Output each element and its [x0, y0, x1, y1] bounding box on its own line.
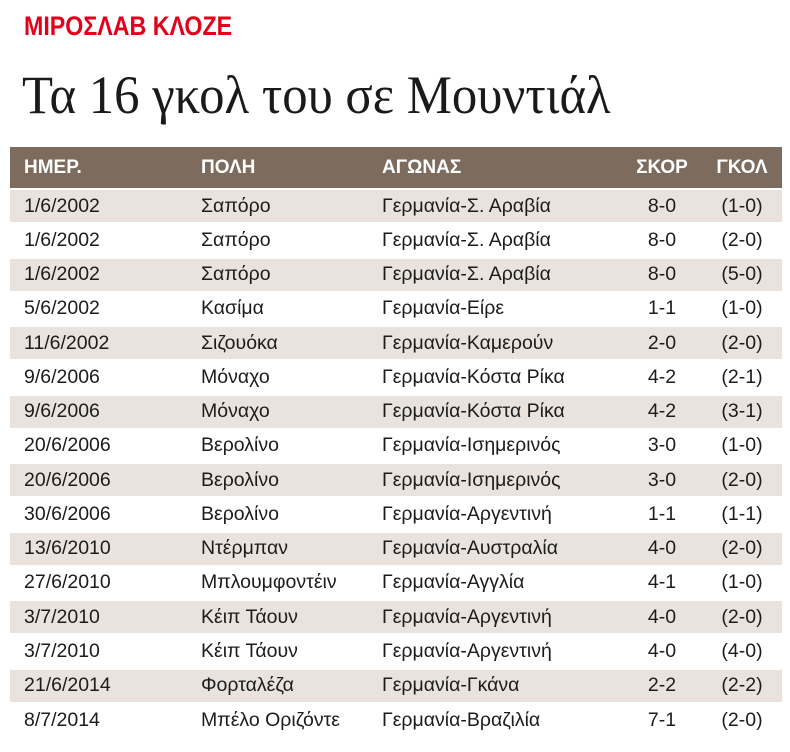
cell-date: 27/6/2010 [10, 566, 189, 600]
cell-goal: (4-0) [702, 634, 782, 668]
cell-city: Κασίμα [189, 292, 376, 326]
cell-goal: (1-0) [702, 429, 782, 463]
cell-score: 4-0 [622, 634, 702, 668]
cell-city: Μπλουμφοντέιν [189, 566, 376, 600]
cell-match: Γερμανία-Αυστραλία [376, 532, 622, 566]
cell-score: 8-0 [622, 189, 702, 223]
table-row [10, 395, 782, 429]
cell-score: 8-0 [622, 223, 702, 257]
table-row [10, 600, 782, 634]
cell-match: Γερμανία-Αργεντινή [376, 600, 622, 634]
cell-match: Γερμανία-Αργεντινή [376, 634, 622, 668]
cell-match: Γερμανία-Σ. Αραβία [376, 223, 622, 257]
cell-goal: (3-1) [702, 395, 782, 429]
cell-date: 11/6/2002 [10, 326, 189, 360]
table-row [10, 223, 782, 257]
cell-date: 9/6/2006 [10, 395, 189, 429]
cell-city: Βερολίνο [189, 429, 376, 463]
table-row [10, 497, 782, 531]
cell-goal: (2-0) [702, 223, 782, 257]
cell-date: 9/6/2006 [10, 360, 189, 394]
cell-match: Γερμανία-Ισημερινός [376, 463, 622, 497]
table-row [10, 566, 782, 600]
headline: Τα 16 γκολ του σε Μουντιάλ [22, 65, 611, 125]
cell-match: Γερμανία-Καμερούν [376, 326, 622, 360]
cell-date: 20/6/2006 [10, 429, 189, 463]
cell-goal: (5-0) [702, 258, 782, 292]
cell-match: Γερμανία-Κόστα Ρίκα [376, 360, 622, 394]
cell-city: Ντέρμπαν [189, 532, 376, 566]
cell-match: Γερμανία-Κόστα Ρίκα [376, 395, 622, 429]
cell-match: Γερμανία-Ισημερινός [376, 429, 622, 463]
table-row [10, 292, 782, 326]
cell-city: Κέιπ Τάουν [189, 634, 376, 668]
cell-match: Γερμανία-Είρε [376, 292, 622, 326]
cell-score: 2-2 [622, 669, 702, 703]
cell-city: Μπέλο Οριζόντε [189, 703, 376, 737]
cell-goal: (1-0) [702, 566, 782, 600]
cell-score: 3-0 [622, 463, 702, 497]
table-row [10, 463, 782, 497]
cell-goal: (2-0) [702, 326, 782, 360]
table-row [10, 189, 782, 223]
cell-score: 8-0 [622, 258, 702, 292]
cell-date: 30/6/2006 [10, 497, 189, 531]
cell-match: Γερμανία-Σ. Αραβία [376, 189, 622, 223]
cell-match: Γερμανία-Σ. Αραβία [376, 258, 622, 292]
cell-score: 2-0 [622, 326, 702, 360]
cell-city: Κέιπ Τάουν [189, 600, 376, 634]
cell-goal: (2-0) [702, 463, 782, 497]
kicker-title: ΜΙΡΟΣΛΑΒ ΚΛΟΖΕ [24, 11, 233, 41]
cell-date: 3/7/2010 [10, 600, 189, 634]
cell-date: 21/6/2014 [10, 669, 189, 703]
cell-match: Γερμανία-Βραζιλία [376, 703, 622, 737]
cell-match: Γερμανία-Γκάνα [376, 669, 622, 703]
cell-score: 7-1 [622, 703, 702, 737]
cell-goal: (1-0) [702, 292, 782, 326]
table-row [10, 669, 782, 703]
cell-score: 1-1 [622, 292, 702, 326]
cell-city: Μόναχο [189, 360, 376, 394]
cell-goal: (1-0) [702, 189, 782, 223]
cell-score: 4-1 [622, 566, 702, 600]
table-row [10, 703, 782, 737]
cell-goal: (2-1) [702, 360, 782, 394]
table-row [10, 360, 782, 394]
cell-score: 3-0 [622, 429, 702, 463]
cell-date: 5/6/2002 [10, 292, 189, 326]
cell-match: Γερμανία-Αγγλία [376, 566, 622, 600]
cell-goal: (2-0) [702, 703, 782, 737]
goals-table [10, 147, 782, 737]
table-row [10, 326, 782, 360]
cell-match: Γερμανία-Αργεντινή [376, 497, 622, 531]
cell-goal: (1-1) [702, 497, 782, 531]
cell-date: 20/6/2006 [10, 463, 189, 497]
cell-city: Σιζουόκα [189, 326, 376, 360]
column-header-date: ΗΜΕΡ. [24, 156, 82, 178]
table-row [10, 634, 782, 668]
cell-goal: (2-2) [702, 669, 782, 703]
header-row [10, 147, 782, 189]
column-header-score: ΣΚΟΡ [636, 156, 688, 178]
cell-date: 13/6/2010 [10, 532, 189, 566]
cell-date: 1/6/2002 [10, 189, 189, 223]
cell-date: 8/7/2014 [10, 703, 189, 737]
column-header-city: ΠΟΛΗ [201, 156, 256, 178]
column-header-goal: ΓΚΟΛ [716, 156, 768, 178]
cell-score: 4-0 [622, 600, 702, 634]
cell-goal: (2-0) [702, 532, 782, 566]
cell-city: Βερολίνο [189, 463, 376, 497]
cell-score: 4-2 [622, 360, 702, 394]
cell-city: Μόναχο [189, 395, 376, 429]
cell-city: Φορταλέζα [189, 669, 376, 703]
cell-city: Σαπόρο [189, 223, 376, 257]
table-body [10, 189, 782, 737]
cell-date: 1/6/2002 [10, 258, 189, 292]
cell-goal: (2-0) [702, 600, 782, 634]
cell-city: Σαπόρο [189, 258, 376, 292]
table-header [10, 147, 782, 189]
cell-score: 4-2 [622, 395, 702, 429]
cell-city: Βερολίνο [189, 497, 376, 531]
table-row [10, 532, 782, 566]
table-row [10, 429, 782, 463]
cell-score: 1-1 [622, 497, 702, 531]
cell-city: Σαπόρο [189, 189, 376, 223]
cell-date: 1/6/2002 [10, 223, 189, 257]
table-row [10, 258, 782, 292]
cell-date: 3/7/2010 [10, 634, 189, 668]
column-header-match: ΑΓΩΝΑΣ [382, 156, 462, 178]
cell-score: 4-0 [622, 532, 702, 566]
